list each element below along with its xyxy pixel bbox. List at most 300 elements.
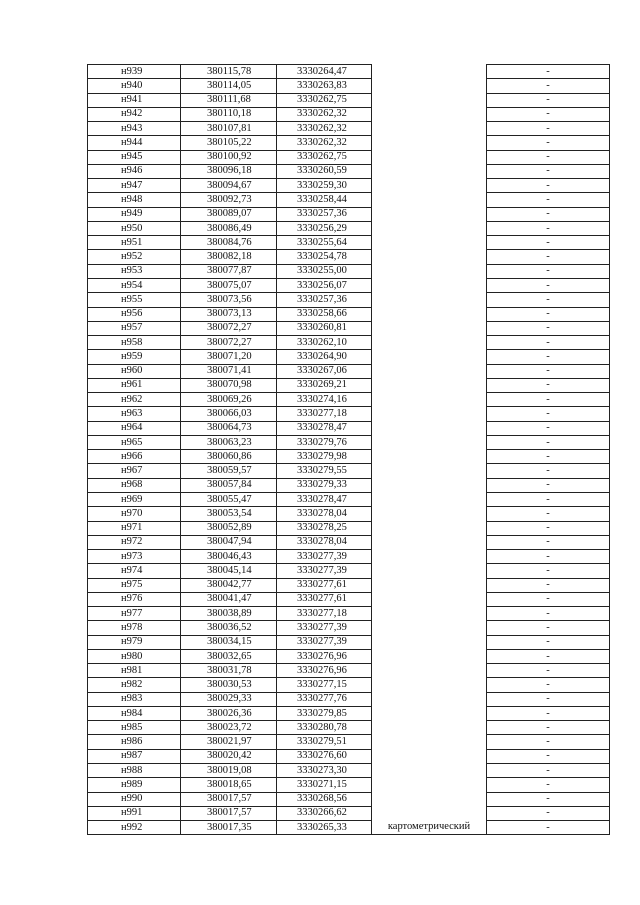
determination-method-cell xyxy=(372,378,487,392)
accuracy-cell: - xyxy=(487,364,610,378)
determination-method-cell xyxy=(372,407,487,421)
determination-method-cell xyxy=(372,350,487,364)
y-coordinate-cell: 3330276,96 xyxy=(277,664,372,678)
table-row xyxy=(88,378,610,392)
determination-method-cell xyxy=(372,364,487,378)
table-row xyxy=(88,193,610,207)
table-row xyxy=(88,435,610,449)
table-row xyxy=(88,749,610,763)
point-number-cell: н976 xyxy=(88,592,181,606)
y-coordinate-cell: 3330277,18 xyxy=(277,607,372,621)
point-number-cell: н964 xyxy=(88,421,181,435)
determination-method-cell xyxy=(372,435,487,449)
x-coordinate-cell: 380094,67 xyxy=(181,179,277,193)
y-coordinate-cell: 3330277,39 xyxy=(277,621,372,635)
y-coordinate-cell: 3330267,06 xyxy=(277,364,372,378)
x-coordinate-cell: 380038,89 xyxy=(181,607,277,621)
determination-method-cell xyxy=(372,721,487,735)
table-row xyxy=(88,136,610,150)
table-row xyxy=(88,706,610,720)
y-coordinate-cell: 3330277,39 xyxy=(277,635,372,649)
accuracy-cell: - xyxy=(487,806,610,820)
x-coordinate-cell: 380018,65 xyxy=(181,778,277,792)
point-number-cell: н939 xyxy=(88,65,181,79)
accuracy-cell: - xyxy=(487,307,610,321)
accuracy-cell: - xyxy=(487,207,610,221)
table-row xyxy=(88,464,610,478)
y-coordinate-cell: 3330277,61 xyxy=(277,592,372,606)
x-coordinate-cell: 380105,22 xyxy=(181,136,277,150)
point-number-cell: н940 xyxy=(88,79,181,93)
accuracy-cell: - xyxy=(487,635,610,649)
accuracy-cell: - xyxy=(487,193,610,207)
accuracy-cell: - xyxy=(487,664,610,678)
point-number-cell: н979 xyxy=(88,635,181,649)
y-coordinate-cell: 3330256,29 xyxy=(277,221,372,235)
determination-method-cell xyxy=(372,179,487,193)
determination-method-cell xyxy=(372,393,487,407)
determination-method-cell xyxy=(372,735,487,749)
determination-method-cell xyxy=(372,507,487,521)
table-row xyxy=(88,407,610,421)
accuracy-cell: - xyxy=(487,478,610,492)
y-coordinate-cell: 3330262,75 xyxy=(277,93,372,107)
determination-method-cell xyxy=(372,578,487,592)
table-row xyxy=(88,764,610,778)
x-coordinate-cell: 380064,73 xyxy=(181,421,277,435)
determination-method-cell xyxy=(372,592,487,606)
point-number-cell: н977 xyxy=(88,607,181,621)
y-coordinate-cell: 3330258,44 xyxy=(277,193,372,207)
y-coordinate-cell: 3330256,07 xyxy=(277,278,372,292)
determination-method-cell xyxy=(372,293,487,307)
determination-method-cell xyxy=(372,193,487,207)
table-row xyxy=(88,93,610,107)
table-row xyxy=(88,264,610,278)
y-coordinate-cell: 3330278,25 xyxy=(277,521,372,535)
point-number-cell: н984 xyxy=(88,706,181,720)
table-row xyxy=(88,250,610,264)
y-coordinate-cell: 3330264,47 xyxy=(277,65,372,79)
table-row xyxy=(88,179,610,193)
x-coordinate-cell: 380092,73 xyxy=(181,193,277,207)
determination-method-cell xyxy=(372,150,487,164)
y-coordinate-cell: 3330266,62 xyxy=(277,806,372,820)
accuracy-cell: - xyxy=(487,778,610,792)
point-number-cell: н986 xyxy=(88,735,181,749)
table-row xyxy=(88,107,610,121)
accuracy-cell: - xyxy=(487,122,610,136)
y-coordinate-cell: 3330262,10 xyxy=(277,336,372,350)
y-coordinate-cell: 3330278,47 xyxy=(277,492,372,506)
coordinates-table-container xyxy=(87,64,609,835)
point-number-cell: н983 xyxy=(88,692,181,706)
accuracy-cell: - xyxy=(487,550,610,564)
x-coordinate-cell: 380017,57 xyxy=(181,792,277,806)
table-row xyxy=(88,578,610,592)
point-number-cell: н965 xyxy=(88,435,181,449)
point-number-cell: н971 xyxy=(88,521,181,535)
accuracy-cell: - xyxy=(487,164,610,178)
determination-method-cell xyxy=(372,664,487,678)
x-coordinate-cell: 380114,05 xyxy=(181,79,277,93)
accuracy-cell: - xyxy=(487,507,610,521)
table-row xyxy=(88,150,610,164)
determination-method-cell xyxy=(372,307,487,321)
accuracy-cell: - xyxy=(487,521,610,535)
x-coordinate-cell: 380071,41 xyxy=(181,364,277,378)
y-coordinate-cell: 3330277,15 xyxy=(277,678,372,692)
point-number-cell: н966 xyxy=(88,450,181,464)
determination-method-cell xyxy=(372,649,487,663)
y-coordinate-cell: 3330278,04 xyxy=(277,535,372,549)
determination-method-cell xyxy=(372,706,487,720)
table-row xyxy=(88,79,610,93)
point-number-cell: н973 xyxy=(88,550,181,564)
point-number-cell: н946 xyxy=(88,164,181,178)
accuracy-cell: - xyxy=(487,250,610,264)
table-row xyxy=(88,621,610,635)
accuracy-cell: - xyxy=(487,350,610,364)
determination-method-cell xyxy=(372,778,487,792)
accuracy-cell: - xyxy=(487,435,610,449)
y-coordinate-cell: 3330260,81 xyxy=(277,321,372,335)
determination-method-cell xyxy=(372,535,487,549)
x-coordinate-cell: 380055,47 xyxy=(181,492,277,506)
accuracy-cell: - xyxy=(487,706,610,720)
determination-method-cell xyxy=(372,136,487,150)
y-coordinate-cell: 3330265,33 xyxy=(277,821,372,835)
accuracy-cell: - xyxy=(487,393,610,407)
accuracy-cell: - xyxy=(487,65,610,79)
point-number-cell: н962 xyxy=(88,393,181,407)
table-body xyxy=(88,65,610,835)
point-number-cell: н958 xyxy=(88,336,181,350)
determination-method-cell xyxy=(372,336,487,350)
table-row xyxy=(88,364,610,378)
x-coordinate-cell: 380045,14 xyxy=(181,564,277,578)
point-number-cell: н980 xyxy=(88,649,181,663)
point-number-cell: н956 xyxy=(88,307,181,321)
point-number-cell: н982 xyxy=(88,678,181,692)
table-row xyxy=(88,792,610,806)
point-number-cell: н944 xyxy=(88,136,181,150)
accuracy-cell: - xyxy=(487,79,610,93)
y-coordinate-cell: 3330255,00 xyxy=(277,264,372,278)
y-coordinate-cell: 3330269,21 xyxy=(277,378,372,392)
x-coordinate-cell: 380077,87 xyxy=(181,264,277,278)
x-coordinate-cell: 380017,35 xyxy=(181,821,277,835)
table-row xyxy=(88,122,610,136)
point-number-cell: н942 xyxy=(88,107,181,121)
x-coordinate-cell: 380111,68 xyxy=(181,93,277,107)
point-number-cell: н950 xyxy=(88,221,181,235)
x-coordinate-cell: 380072,27 xyxy=(181,336,277,350)
point-number-cell: н978 xyxy=(88,621,181,635)
point-number-cell: н954 xyxy=(88,278,181,292)
accuracy-cell: - xyxy=(487,93,610,107)
x-coordinate-cell: 380017,57 xyxy=(181,806,277,820)
point-number-cell: н945 xyxy=(88,150,181,164)
accuracy-cell: - xyxy=(487,492,610,506)
determination-method-cell xyxy=(372,464,487,478)
table-row xyxy=(88,221,610,235)
accuracy-cell: - xyxy=(487,721,610,735)
point-number-cell: н967 xyxy=(88,464,181,478)
point-number-cell: н989 xyxy=(88,778,181,792)
table-row xyxy=(88,507,610,521)
y-coordinate-cell: 3330257,36 xyxy=(277,207,372,221)
point-number-cell: н941 xyxy=(88,93,181,107)
y-coordinate-cell: 3330254,78 xyxy=(277,250,372,264)
accuracy-cell: - xyxy=(487,792,610,806)
point-number-cell: н988 xyxy=(88,764,181,778)
x-coordinate-cell: 380069,26 xyxy=(181,393,277,407)
determination-method-cell xyxy=(372,321,487,335)
determination-method-cell xyxy=(372,478,487,492)
table-row xyxy=(88,721,610,735)
table-row xyxy=(88,521,610,535)
x-coordinate-cell: 380034,15 xyxy=(181,635,277,649)
x-coordinate-cell: 380030,53 xyxy=(181,678,277,692)
point-number-cell: н969 xyxy=(88,492,181,506)
point-number-cell: н975 xyxy=(88,578,181,592)
point-number-cell: н957 xyxy=(88,321,181,335)
x-coordinate-cell: 380042,77 xyxy=(181,578,277,592)
accuracy-cell: - xyxy=(487,464,610,478)
y-coordinate-cell: 3330260,59 xyxy=(277,164,372,178)
point-number-cell: н951 xyxy=(88,236,181,250)
determination-method-cell xyxy=(372,221,487,235)
determination-method-cell xyxy=(372,65,487,79)
determination-method-cell xyxy=(372,264,487,278)
y-coordinate-cell: 3330277,18 xyxy=(277,407,372,421)
accuracy-cell: - xyxy=(487,107,610,121)
determination-method-cell xyxy=(372,450,487,464)
table-row xyxy=(88,821,610,835)
table-row xyxy=(88,635,610,649)
table-row xyxy=(88,492,610,506)
y-coordinate-cell: 3330279,85 xyxy=(277,706,372,720)
x-coordinate-cell: 380107,81 xyxy=(181,122,277,136)
table-row xyxy=(88,478,610,492)
table-row xyxy=(88,350,610,364)
x-coordinate-cell: 380073,56 xyxy=(181,293,277,307)
y-coordinate-cell: 3330279,98 xyxy=(277,450,372,464)
table-row xyxy=(88,207,610,221)
table-row xyxy=(88,564,610,578)
y-coordinate-cell: 3330279,55 xyxy=(277,464,372,478)
y-coordinate-cell: 3330263,83 xyxy=(277,79,372,93)
y-coordinate-cell: 3330280,78 xyxy=(277,721,372,735)
accuracy-cell: - xyxy=(487,136,610,150)
determination-method-cell xyxy=(372,107,487,121)
table-row xyxy=(88,692,610,706)
determination-method-cell xyxy=(372,678,487,692)
determination-method-cell xyxy=(372,550,487,564)
point-number-cell: н981 xyxy=(88,664,181,678)
point-number-cell: н943 xyxy=(88,122,181,136)
x-coordinate-cell: 380032,65 xyxy=(181,649,277,663)
x-coordinate-cell: 380026,36 xyxy=(181,706,277,720)
table-row xyxy=(88,393,610,407)
x-coordinate-cell: 380057,84 xyxy=(181,478,277,492)
table-row xyxy=(88,607,610,621)
accuracy-cell: - xyxy=(487,821,610,835)
x-coordinate-cell: 380047,94 xyxy=(181,535,277,549)
accuracy-cell: - xyxy=(487,578,610,592)
table-row xyxy=(88,678,610,692)
point-number-cell: н968 xyxy=(88,478,181,492)
point-number-cell: н953 xyxy=(88,264,181,278)
determination-method-cell xyxy=(372,207,487,221)
x-coordinate-cell: 380075,07 xyxy=(181,278,277,292)
x-coordinate-cell: 380089,07 xyxy=(181,207,277,221)
x-coordinate-cell: 380036,52 xyxy=(181,621,277,635)
accuracy-cell: - xyxy=(487,221,610,235)
y-coordinate-cell: 3330276,96 xyxy=(277,649,372,663)
x-coordinate-cell: 380110,18 xyxy=(181,107,277,121)
determination-method-cell xyxy=(372,122,487,136)
determination-method-cell xyxy=(372,749,487,763)
y-coordinate-cell: 3330262,32 xyxy=(277,136,372,150)
accuracy-cell: - xyxy=(487,321,610,335)
point-number-cell: н961 xyxy=(88,378,181,392)
x-coordinate-cell: 380029,33 xyxy=(181,692,277,706)
x-coordinate-cell: 380072,27 xyxy=(181,321,277,335)
x-coordinate-cell: 380031,78 xyxy=(181,664,277,678)
y-coordinate-cell: 3330262,32 xyxy=(277,107,372,121)
point-number-cell: н990 xyxy=(88,792,181,806)
accuracy-cell: - xyxy=(487,293,610,307)
y-coordinate-cell: 3330268,56 xyxy=(277,792,372,806)
point-number-cell: н991 xyxy=(88,806,181,820)
determination-method-cell xyxy=(372,93,487,107)
accuracy-cell: - xyxy=(487,378,610,392)
point-number-cell: н963 xyxy=(88,407,181,421)
point-number-cell: н970 xyxy=(88,507,181,521)
point-number-cell: н949 xyxy=(88,207,181,221)
y-coordinate-cell: 3330278,04 xyxy=(277,507,372,521)
table-row xyxy=(88,421,610,435)
point-number-cell: н959 xyxy=(88,350,181,364)
determination-method-cell xyxy=(372,79,487,93)
table-row xyxy=(88,321,610,335)
determination-method-cell xyxy=(372,607,487,621)
x-coordinate-cell: 380066,03 xyxy=(181,407,277,421)
x-coordinate-cell: 380041,47 xyxy=(181,592,277,606)
y-coordinate-cell: 3330277,61 xyxy=(277,578,372,592)
determination-method-cell xyxy=(372,236,487,250)
determination-method-cell xyxy=(372,764,487,778)
table-row xyxy=(88,592,610,606)
accuracy-cell: - xyxy=(487,564,610,578)
y-coordinate-cell: 3330276,60 xyxy=(277,749,372,763)
accuracy-cell: - xyxy=(487,592,610,606)
y-coordinate-cell: 3330277,39 xyxy=(277,564,372,578)
accuracy-cell: - xyxy=(487,450,610,464)
determination-method-cell xyxy=(372,621,487,635)
y-coordinate-cell: 3330258,66 xyxy=(277,307,372,321)
y-coordinate-cell: 3330264,90 xyxy=(277,350,372,364)
y-coordinate-cell: 3330273,30 xyxy=(277,764,372,778)
accuracy-cell: - xyxy=(487,179,610,193)
determination-method-cell xyxy=(372,521,487,535)
accuracy-cell: - xyxy=(487,621,610,635)
y-coordinate-cell: 3330271,15 xyxy=(277,778,372,792)
table-row xyxy=(88,336,610,350)
point-number-cell: н955 xyxy=(88,293,181,307)
accuracy-cell: - xyxy=(487,749,610,763)
x-coordinate-cell: 380115,78 xyxy=(181,65,277,79)
y-coordinate-cell: 3330279,76 xyxy=(277,435,372,449)
determination-method-cell xyxy=(372,164,487,178)
accuracy-cell: - xyxy=(487,236,610,250)
accuracy-cell: - xyxy=(487,336,610,350)
table-row xyxy=(88,65,610,79)
determination-method-cell xyxy=(372,635,487,649)
accuracy-cell: - xyxy=(487,407,610,421)
x-coordinate-cell: 380060,86 xyxy=(181,450,277,464)
y-coordinate-cell: 3330277,39 xyxy=(277,550,372,564)
table-row xyxy=(88,535,610,549)
y-coordinate-cell: 3330279,51 xyxy=(277,735,372,749)
accuracy-cell: - xyxy=(487,264,610,278)
y-coordinate-cell: 3330274,16 xyxy=(277,393,372,407)
x-coordinate-cell: 380073,13 xyxy=(181,307,277,321)
table-row xyxy=(88,735,610,749)
determination-method-cell xyxy=(372,806,487,820)
determination-method-cell xyxy=(372,792,487,806)
x-coordinate-cell: 380096,18 xyxy=(181,164,277,178)
determination-method-cell xyxy=(372,278,487,292)
determination-method-cell xyxy=(372,421,487,435)
point-number-cell: н992 xyxy=(88,821,181,835)
table-row xyxy=(88,293,610,307)
x-coordinate-cell: 380084,76 xyxy=(181,236,277,250)
x-coordinate-cell: 380052,89 xyxy=(181,521,277,535)
accuracy-cell: - xyxy=(487,649,610,663)
y-coordinate-cell: 3330255,64 xyxy=(277,236,372,250)
accuracy-cell: - xyxy=(487,735,610,749)
x-coordinate-cell: 380046,43 xyxy=(181,550,277,564)
accuracy-cell: - xyxy=(487,607,610,621)
x-coordinate-cell: 380019,08 xyxy=(181,764,277,778)
table-row xyxy=(88,278,610,292)
y-coordinate-cell: 3330278,47 xyxy=(277,421,372,435)
table-row xyxy=(88,164,610,178)
x-coordinate-cell: 380082,18 xyxy=(181,250,277,264)
x-coordinate-cell: 380071,20 xyxy=(181,350,277,364)
determination-method-cell: картометрический xyxy=(372,821,487,835)
accuracy-cell: - xyxy=(487,421,610,435)
accuracy-cell: - xyxy=(487,535,610,549)
determination-method-cell xyxy=(372,492,487,506)
point-number-cell: н960 xyxy=(88,364,181,378)
table-row xyxy=(88,664,610,678)
table-row xyxy=(88,649,610,663)
y-coordinate-cell: 3330259,30 xyxy=(277,179,372,193)
point-number-cell: н987 xyxy=(88,749,181,763)
table-row xyxy=(88,806,610,820)
accuracy-cell: - xyxy=(487,278,610,292)
table-row xyxy=(88,307,610,321)
x-coordinate-cell: 380086,49 xyxy=(181,221,277,235)
x-coordinate-cell: 380020,42 xyxy=(181,749,277,763)
point-number-cell: н952 xyxy=(88,250,181,264)
table-row xyxy=(88,450,610,464)
coordinates-table xyxy=(87,64,610,835)
